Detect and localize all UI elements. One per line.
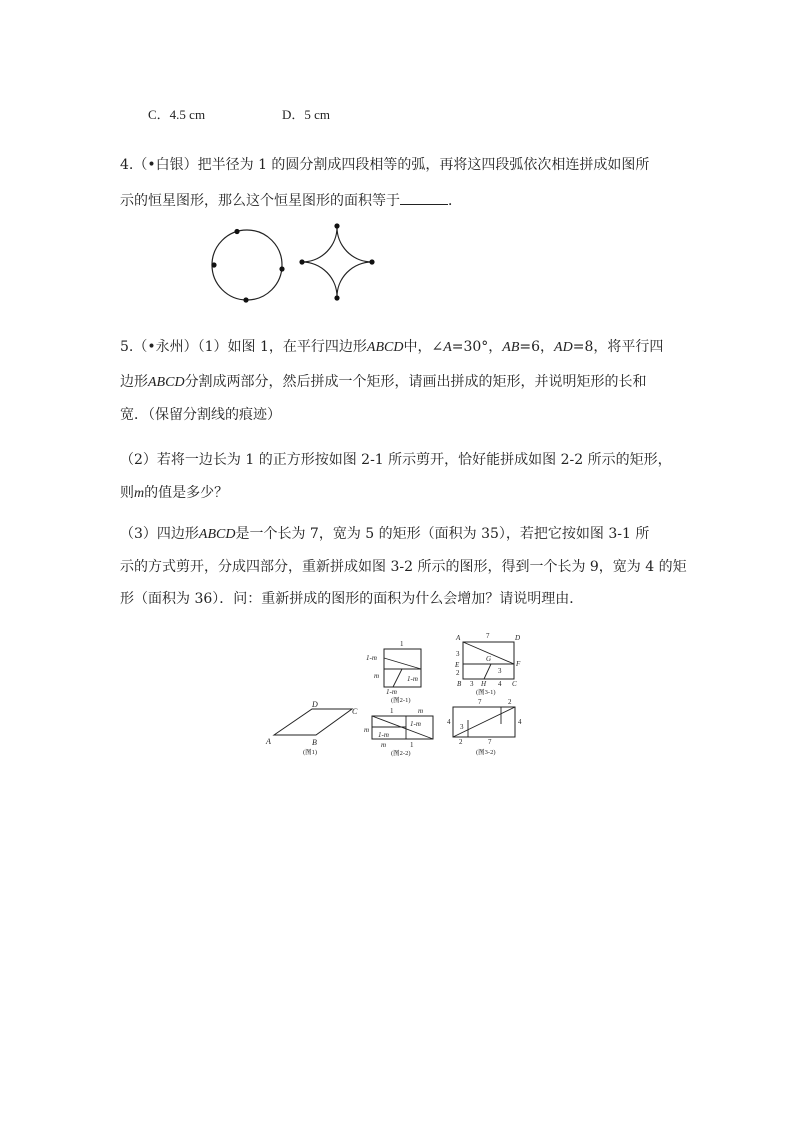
star-point — [369, 259, 374, 264]
q4-line-2-end: ． — [448, 193, 462, 209]
q5-line-3: 宽．（保留分割线的痕迹） — [120, 407, 281, 423]
q5-var: ABCD — [366, 340, 404, 355]
cut-line — [384, 658, 421, 669]
label: 1-m — [366, 654, 377, 662]
q5-text: 中，∠ — [403, 339, 444, 355]
q5-var: ABCD — [198, 527, 236, 542]
label: 3 — [470, 680, 474, 688]
label: 4 — [498, 680, 502, 688]
q5-text: =8，将平行四 — [572, 339, 664, 355]
caption-fig22: (图2-2) — [391, 750, 411, 757]
q5-part3-line-2: 示的方式剪开，分成四部分，重新拼成如图 3-2 所示的图形，得到一个长为 9，宽为 4 的矩 — [120, 559, 687, 575]
label-B: B — [312, 738, 317, 747]
q5-line-2 — [120, 371, 680, 391]
label: 1-m — [378, 731, 389, 739]
q5-text: 则 — [120, 485, 134, 501]
label: 2 — [508, 698, 512, 706]
star-figure — [302, 226, 372, 298]
figure-2-1 — [366, 640, 421, 704]
star-point — [334, 223, 339, 228]
label: D — [515, 634, 521, 642]
circle-figure — [212, 230, 282, 300]
caption-fig32: (图3-2) — [476, 749, 496, 756]
q5-text: 5.（•永州）（1）如图 1，在平行四边形 — [120, 339, 367, 355]
q5-var: m — [134, 486, 145, 501]
label: 3 — [498, 667, 502, 675]
q5-text: 边形 — [120, 374, 148, 390]
q4-figure — [205, 222, 385, 310]
star-point — [334, 295, 339, 300]
q5-text: （3）四边形 — [120, 526, 199, 542]
q4-line-2 — [120, 190, 680, 210]
q5-var: A — [443, 340, 452, 355]
label: F — [516, 660, 521, 668]
label-D: D — [312, 700, 318, 709]
label: 1 — [390, 707, 394, 715]
q4-line-1: 4.（•白银）把半径为 1 的圆分割成四段相等的弧，再将这四段弧依次相连拼成如图所 — [120, 157, 650, 173]
q5-line-1 — [120, 336, 680, 356]
label: 3 — [460, 723, 464, 731]
circle-point — [279, 266, 284, 271]
q5-part3-line-3: 形（面积为 36）．问：重新拼成的图形的面积为什么会增加？请说明理由． — [120, 591, 584, 607]
label: m — [374, 672, 380, 680]
q5-text: =6， — [519, 339, 555, 355]
label-C: C — [352, 707, 358, 716]
label: m — [381, 741, 387, 749]
star-point — [299, 259, 304, 264]
label: 1-m — [410, 720, 421, 728]
q5-part2-line-2 — [120, 482, 680, 502]
figure-3-2 — [447, 698, 522, 756]
caption-fig1: (图1) — [303, 749, 318, 756]
label: m — [364, 726, 370, 734]
label: B — [457, 680, 462, 688]
label: 7 — [486, 632, 490, 640]
caption-fig21: (图2-1) — [391, 697, 411, 704]
label: 1 — [400, 640, 404, 648]
figure-2-2 — [364, 707, 433, 757]
label: 2 — [459, 738, 463, 746]
q5-var: AB — [502, 340, 520, 355]
label: 2 — [456, 669, 460, 677]
q5-var: AD — [554, 340, 573, 355]
label: G — [486, 655, 492, 663]
label: 4 — [447, 718, 451, 726]
label: C — [512, 680, 517, 688]
label: 3 — [456, 650, 460, 658]
circle-point — [234, 229, 239, 234]
q5-text: =30°， — [451, 339, 503, 355]
cut-line — [393, 669, 402, 687]
figure-3-1 — [454, 632, 521, 696]
label: A — [456, 634, 461, 642]
label: H — [481, 680, 487, 688]
label: 7 — [488, 738, 492, 746]
cut-line — [484, 664, 491, 679]
label: 1-m — [407, 675, 418, 683]
option-c: C．4.5 cm — [148, 107, 206, 122]
circle-point — [243, 297, 248, 302]
answer-blank — [400, 192, 448, 205]
q5-text: 分割成两部分，然后拼成一个矩形，请画出拼成的矩形，并说明矩形的长和 — [184, 374, 647, 390]
label-A: A — [266, 737, 271, 746]
cut-line — [453, 707, 515, 737]
label: 7 — [478, 698, 482, 706]
q5-text: 是一个长为 7，宽为 5 的矩形（面积为 35），若把它按如图 3-1 所 — [235, 526, 650, 542]
q5-part3-line-1 — [120, 523, 680, 543]
option-d: D．5 cm — [282, 107, 331, 122]
q5-figures — [260, 628, 540, 760]
label: 4 — [518, 718, 522, 726]
q5-var: ABCD — [148, 375, 185, 390]
label: m — [418, 707, 424, 715]
q4-line-2-text: 示的恒星图形，那么这个恒星图形的面积等于 — [120, 193, 400, 209]
parallelogram — [274, 709, 352, 735]
circle-point — [211, 262, 216, 267]
caption-fig31: (图3-1) — [476, 689, 496, 696]
label: 1 — [410, 741, 414, 749]
figure-1 — [265, 700, 358, 756]
q5-part2-line-1: （2）若将一边长为 1 的正方形按如图 2-1 所示剪开，恰好能拼成如图 2-2 所示的矩形， — [120, 452, 672, 468]
label: E — [455, 661, 460, 669]
q5-text: 的值是多少？ — [144, 485, 229, 501]
label: 1-m — [386, 688, 397, 696]
